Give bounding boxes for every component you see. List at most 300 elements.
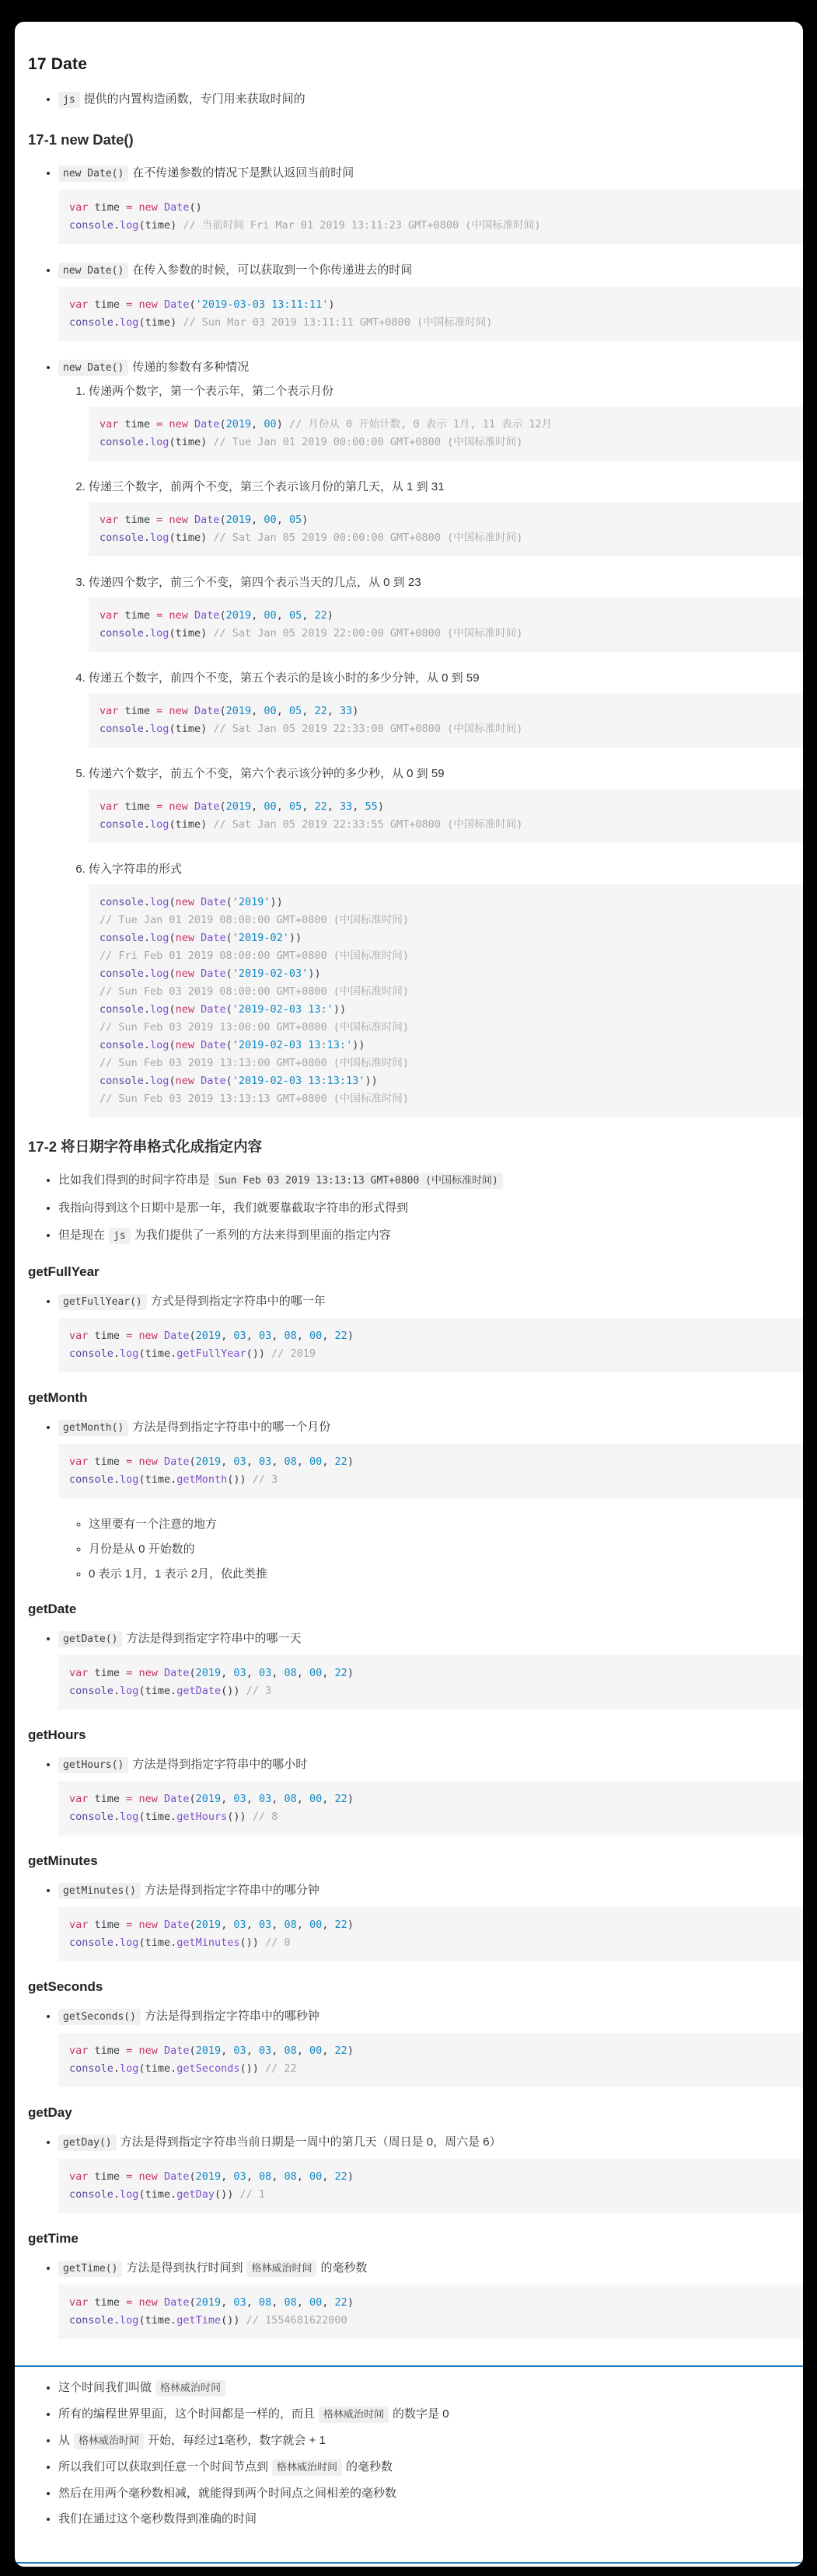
code-token: ) <box>347 2044 354 2057</box>
method-heading: getTime <box>28 2231 79 2246</box>
code-line <box>100 983 792 1001</box>
code-token: = <box>156 705 163 717</box>
code-token: // 1 <box>239 2188 266 2201</box>
code-token <box>158 1667 164 1679</box>
code-token: 22 <box>314 800 327 813</box>
bullet-list <box>28 1170 803 1246</box>
list-item <box>89 668 803 748</box>
code-token <box>188 609 194 622</box>
code-token: var <box>69 2296 89 2309</box>
code-token: console <box>69 2188 113 2201</box>
list-item <box>89 573 803 652</box>
text-run: 方法是得到指定字符串中的哪一天 <box>126 1632 302 1645</box>
code-token: ( <box>189 1919 196 1931</box>
inline-code: getHours() <box>58 1757 128 1773</box>
inline-code: Sun Feb 03 2019 13:13:13 GMT+0800 (中国标准时间) <box>214 1173 503 1189</box>
inline-code: getMonth() <box>58 1420 128 1436</box>
code-token: , <box>246 2044 259 2057</box>
inline-code: new Date() <box>58 166 128 182</box>
code-token <box>158 2296 164 2309</box>
text-run: 的数字是 0 <box>393 2407 449 2421</box>
code-token: new <box>169 418 188 430</box>
code-token: , <box>271 1667 285 1679</box>
code-token: , <box>251 705 264 717</box>
code-token: 22 <box>334 1455 347 1468</box>
code-token: console <box>69 1473 113 1486</box>
list-item <box>58 2431 803 2452</box>
text-run: 开始，每经过1毫秒，数字就会 + 1 <box>148 2434 326 2447</box>
code-token: . <box>113 1347 120 1360</box>
code-token: ( <box>189 2044 196 2057</box>
code-token: . <box>113 2188 120 2201</box>
code-token: Date <box>201 1039 226 1051</box>
code-token: new <box>175 967 194 980</box>
code-token: 08 <box>284 1667 297 1679</box>
code-token: ( <box>189 1455 196 1468</box>
code-token: , <box>296 1793 310 1805</box>
inline-code: 格林威治时间 <box>246 2261 316 2277</box>
code-token <box>194 896 201 908</box>
code-token: = <box>126 1919 133 1931</box>
code-line <box>100 511 792 529</box>
list-item <box>58 2484 803 2504</box>
code-token: 05 <box>288 705 302 717</box>
code-token: var <box>69 1330 89 1342</box>
code-token: 03 <box>258 2044 272 2057</box>
code-token: log <box>150 932 169 944</box>
code-token: , <box>251 514 264 526</box>
code-token: log <box>120 2314 139 2327</box>
code-token: 00 <box>264 418 277 430</box>
code-token: var <box>69 201 89 214</box>
code-token: 00 <box>309 1793 323 1805</box>
code-token: var <box>69 1793 89 1805</box>
code-token: , <box>302 609 315 622</box>
code-token: , <box>221 1455 234 1468</box>
code-token: time <box>118 609 157 622</box>
code-token: 03 <box>233 2296 246 2309</box>
code-token <box>158 298 164 311</box>
method-heading: getHours <box>28 1727 86 1742</box>
code-line <box>100 434 792 451</box>
code-token: new <box>138 1667 158 1679</box>
text-run: 比如我们得到的时间字符串是 <box>58 1173 211 1187</box>
list-item <box>58 1417 803 1584</box>
page-title: 17 Date <box>28 55 88 73</box>
code-token: , <box>246 1455 259 1468</box>
list-item <box>58 1881 803 1961</box>
code-token: ()) <box>227 1473 253 1486</box>
code-token: . <box>143 967 151 980</box>
code-token: ()) <box>221 2314 246 2327</box>
code-token: log <box>120 1936 139 1949</box>
code-token: 03 <box>233 1455 246 1468</box>
code-token <box>158 2044 164 2057</box>
code-line <box>100 929 792 947</box>
inline-code: getDate() <box>58 1631 122 1647</box>
code-token: // 1554681622000 <box>246 2314 347 2327</box>
code-token: Date <box>163 1330 190 1342</box>
code-token: var <box>100 800 119 813</box>
code-token: // 22 <box>265 2062 297 2075</box>
code-token: 2019 <box>195 1667 222 1679</box>
code-token: 03 <box>258 1667 272 1679</box>
code-line <box>100 1037 792 1054</box>
code-token: ( <box>225 896 232 908</box>
code-token: , <box>276 800 289 813</box>
code-token: 08 <box>258 2296 272 2309</box>
bullet-list <box>28 1291 803 1372</box>
inline-code: new Date() <box>58 360 128 376</box>
code-token: . <box>113 1811 120 1823</box>
code-token: . <box>143 627 151 640</box>
list-item: ◦ 这里要有一个注意的地方 <box>89 1515 803 1534</box>
code-token: getHours <box>176 1811 228 1823</box>
code-line <box>100 625 792 643</box>
code-token: = <box>126 2296 133 2309</box>
code-token: ( <box>225 1075 232 1087</box>
code-token: // Sun Mar 03 2019 13:11:11 GMT+0800 (中国标准时间) <box>183 316 493 329</box>
code-token: 22 <box>334 1330 347 1342</box>
code-token: )) <box>270 896 283 908</box>
list-item <box>58 2258 803 2339</box>
code-token: // 月份从 0 开始计数, 0 表示 1月, 11 表示 12月 <box>288 418 553 430</box>
code-token: , <box>221 2044 234 2057</box>
code-token: '2019-02-03 13:13:13' <box>232 1075 365 1087</box>
code-token: ( <box>219 418 226 430</box>
code-token: 05 <box>288 609 302 622</box>
code-token: , <box>271 1330 285 1342</box>
inline-code: getMinutes() <box>58 1883 141 1899</box>
code-token: , <box>322 2296 335 2309</box>
code-token: // 3 <box>246 1685 272 1697</box>
inline-code: getDay() <box>58 2135 117 2151</box>
text-run: 我们在通过这个毫秒数得到准确的时间 <box>58 2512 257 2525</box>
code-token: // Sun Feb 03 2019 13:00:00 GMT+0800 (中国标准时间) <box>100 1021 409 1034</box>
text-run: 在不传递参数的情况下是默认返回当前时间 <box>132 166 354 180</box>
code-token: ) <box>326 609 333 622</box>
code-token: , <box>271 1455 285 1468</box>
code-token: // Sun Feb 03 2019 08:00:00 GMT+0800 (中国标准时间) <box>100 985 409 998</box>
code-token: log <box>150 818 169 831</box>
code-token: Date <box>201 1003 226 1016</box>
code-token: 22 <box>314 609 327 622</box>
text-run: 然后在用两个毫秒数相减，就能得到两个时间点之间相差的毫秒数 <box>58 2487 397 2500</box>
code-token: time <box>88 1793 127 1805</box>
code-token: time <box>88 2170 127 2183</box>
note-list <box>58 1515 803 1584</box>
code-token: , <box>322 2170 335 2183</box>
code-token: , <box>276 705 289 717</box>
code-token: (time. <box>138 1473 177 1486</box>
code-token: 2019 <box>195 2170 222 2183</box>
code-token: 00 <box>309 2044 323 2057</box>
code-block <box>58 1318 803 1372</box>
code-token: ( <box>169 1003 176 1016</box>
list-item <box>89 382 803 461</box>
code-token: . <box>143 1039 151 1051</box>
code-token: console <box>69 1936 113 1949</box>
code-token: console <box>100 627 144 640</box>
code-token: , <box>296 1667 310 1679</box>
code-line <box>100 529 792 547</box>
bullet-list <box>28 1881 803 1961</box>
code-block <box>89 884 803 1117</box>
code-line <box>69 2060 792 2078</box>
code-token: var <box>69 2170 89 2183</box>
code-token: 22 <box>334 2044 347 2057</box>
code-token: 03 <box>233 1919 246 1931</box>
inline-code: 格林威治时间 <box>272 2459 342 2476</box>
code-token: . <box>143 932 151 944</box>
method-heading: getFullYear <box>28 1264 100 1279</box>
code-token: = <box>126 1455 133 1468</box>
text-run: 在传入参数的时候，可以获取到一个你传递进去的时间 <box>132 263 413 277</box>
code-token: , <box>326 800 340 813</box>
code-token: console <box>100 932 144 944</box>
text-run: 方法是得到指定字符串当前日期是一周中的第几天（周日是 0，周六是 6） <box>120 2135 501 2149</box>
code-token: 2019 <box>225 705 252 717</box>
code-token: new <box>138 1919 158 1931</box>
code-token: . <box>143 818 151 831</box>
code-line <box>69 2168 792 2186</box>
code-token: 05 <box>288 514 302 526</box>
bullet-list <box>28 1629 803 1710</box>
code-token: time <box>88 1919 127 1931</box>
code-token: new <box>169 800 188 813</box>
code-token: // Tue Jan 01 2019 08:00:00 GMT+0800 (中国标准时间) <box>100 914 409 926</box>
code-token <box>158 2170 164 2183</box>
code-token: . <box>113 1473 120 1486</box>
code-token: // Sat Jan 05 2019 22:33:55 GMT+0800 (中国标准时间) <box>213 818 523 831</box>
code-line <box>100 1054 792 1072</box>
code-token: '2019-02' <box>232 932 289 944</box>
code-line <box>69 296 792 314</box>
code-token: (time. <box>138 2062 177 2075</box>
code-token: ) <box>352 705 359 717</box>
code-token: var <box>69 1455 89 1468</box>
code-token: . <box>143 532 151 544</box>
code-line <box>100 702 792 720</box>
code-token: = <box>126 2170 133 2183</box>
code-token: , <box>322 1667 335 1679</box>
code-token: var <box>100 514 119 526</box>
code-token: 33 <box>340 705 353 717</box>
code-token: ( <box>225 1039 232 1051</box>
code-token: , <box>271 2044 285 2057</box>
code-token: ()) <box>221 1685 246 1697</box>
code-token: ( <box>169 1075 176 1087</box>
code-block <box>58 287 803 341</box>
code-token: Date <box>194 514 220 526</box>
code-line <box>69 2042 792 2060</box>
code-token: (time. <box>138 2188 177 2201</box>
code-token: 00 <box>264 609 277 622</box>
method-heading: getMinutes <box>28 1853 98 1868</box>
code-token: (time. <box>138 1347 177 1360</box>
code-token: . <box>113 2314 120 2327</box>
code-line <box>69 1934 792 1952</box>
code-token: console <box>100 818 144 831</box>
section-heading: 17-2 将日期字符串格式化成指定内容 <box>28 1138 263 1155</box>
code-token: getMonth <box>176 1473 228 1486</box>
code-token: log <box>150 896 169 908</box>
code-token: ()) <box>246 1347 272 1360</box>
code-token: log <box>150 436 169 448</box>
inline-code: 格林威治时间 <box>155 2380 225 2396</box>
code-token: 2019 <box>225 800 252 813</box>
code-token: log <box>150 1003 169 1016</box>
code-token: , <box>221 1667 234 1679</box>
code-token: ) <box>347 1793 354 1805</box>
code-token: var <box>100 609 119 622</box>
code-token: 00 <box>264 800 277 813</box>
code-token: Date <box>194 609 220 622</box>
code-token: getTime <box>176 2314 222 2327</box>
code-token: , <box>296 1919 310 1931</box>
code-token: time <box>88 2296 127 2309</box>
code-token: . <box>113 219 120 232</box>
code-token: 00 <box>309 2170 323 2183</box>
code-token: time <box>88 1455 127 1468</box>
code-token: 33 <box>340 800 353 813</box>
code-token <box>194 1039 201 1051</box>
code-token: console <box>100 436 144 448</box>
code-token: = <box>156 418 163 430</box>
code-token: time <box>88 2044 127 2057</box>
text-run: 方法是得到执行时间到 <box>126 2261 243 2274</box>
code-token: // Sun Feb 03 2019 13:13:00 GMT+0800 (中国标准时间) <box>100 1057 409 1069</box>
code-token <box>158 1793 164 1805</box>
list-item <box>58 1291 803 1372</box>
code-line <box>69 1916 792 1934</box>
list-item <box>58 2006 803 2087</box>
code-token: log <box>150 532 169 544</box>
code-token: )) <box>288 932 302 944</box>
code-token: ()) <box>227 1811 253 1823</box>
code-token: 22 <box>314 705 327 717</box>
code-token: , <box>296 2296 310 2309</box>
code-token: , <box>221 1919 234 1931</box>
bullet-list <box>28 2132 803 2213</box>
code-token: Date <box>163 1667 190 1679</box>
code-token: // Sat Jan 05 2019 22:33:00 GMT+0800 (中国标准时间) <box>213 723 523 735</box>
method-heading: getMonth <box>28 1390 88 1405</box>
code-token: new <box>138 2296 158 2309</box>
code-token: ) <box>276 418 289 430</box>
code-token: // 3 <box>252 1473 278 1486</box>
code-token: , <box>271 2170 285 2183</box>
code-token: ) <box>328 298 335 311</box>
code-line <box>100 1001 792 1019</box>
code-token: var <box>69 1667 89 1679</box>
code-token: , <box>271 1793 285 1805</box>
inline-code: 格林威治时间 <box>319 2407 389 2423</box>
code-token <box>194 1003 201 1016</box>
code-token: ( <box>169 896 176 908</box>
code-token: var <box>100 705 119 717</box>
code-token: 00 <box>264 705 277 717</box>
code-token: log <box>150 1075 169 1087</box>
list-item <box>58 1225 803 1246</box>
code-token: ( <box>189 2170 196 2183</box>
code-line <box>69 217 792 235</box>
code-token: , <box>221 2296 234 2309</box>
code-token: log <box>150 627 169 640</box>
text-run: 方法是得到指定字符串中的哪一个月份 <box>132 1420 331 1434</box>
code-token: ) <box>347 2296 354 2309</box>
list-item <box>58 2509 803 2529</box>
code-token: time <box>88 1330 127 1342</box>
code-token: 22 <box>334 2296 347 2309</box>
code-token: '2019-02-03 13:' <box>232 1003 333 1016</box>
code-token <box>194 932 201 944</box>
code-token: , <box>246 1919 259 1931</box>
code-line <box>100 1090 792 1108</box>
code-token: // Sun Feb 03 2019 13:13:13 GMT+0800 (中国标准时间) <box>100 1093 409 1105</box>
code-token: log <box>120 2188 139 2201</box>
code-line <box>69 1327 792 1345</box>
code-token: console <box>69 219 113 232</box>
code-token: ) <box>347 1667 354 1679</box>
code-token: ( <box>225 1003 232 1016</box>
code-token: (time) <box>138 316 183 329</box>
code-token: , <box>276 609 289 622</box>
code-token: ) <box>347 1919 354 1931</box>
code-line <box>100 416 792 434</box>
code-token: (time) <box>169 436 214 448</box>
code-token: 2019 <box>225 418 252 430</box>
code-token: log <box>120 1473 139 1486</box>
code-token: '2019' <box>232 896 271 908</box>
code-token: , <box>246 2170 259 2183</box>
code-token: , <box>221 1330 234 1342</box>
code-token: console <box>69 2314 113 2327</box>
code-token: time <box>118 418 157 430</box>
code-token: 2019 <box>195 2044 222 2057</box>
code-token: Date <box>163 2044 190 2057</box>
code-line <box>100 1072 792 1090</box>
code-token: , <box>251 800 264 813</box>
code-token: // 8 <box>252 1811 278 1823</box>
code-token: ()) <box>239 2062 266 2075</box>
code-token: . <box>143 896 151 908</box>
code-token: ( <box>219 514 226 526</box>
code-token: ()) <box>215 2188 240 2201</box>
code-token: new <box>138 1330 158 1342</box>
code-token: new <box>138 298 158 311</box>
code-token: // Sat Jan 05 2019 00:00:00 GMT+0800 (中国标准时间) <box>213 532 523 544</box>
code-token: . <box>113 1685 120 1697</box>
code-token: Date <box>163 201 190 214</box>
code-token: (time) <box>169 723 214 735</box>
code-token: = <box>126 1793 133 1805</box>
code-line <box>69 2312 792 2330</box>
list-item <box>58 1170 803 1191</box>
code-token <box>188 705 194 717</box>
list-item <box>89 477 803 556</box>
code-token: console <box>69 316 113 329</box>
code-token: ( <box>189 1793 196 1805</box>
code-token: 2019 <box>225 514 252 526</box>
text-run: 所有的编程世界里面，这个时间都是一样的，而且 <box>58 2407 316 2421</box>
code-token: time <box>88 201 127 214</box>
code-token <box>158 201 164 214</box>
code-token: ( <box>225 932 232 944</box>
code-token <box>158 1330 164 1342</box>
code-line <box>100 947 792 965</box>
code-token: var <box>69 1919 89 1931</box>
